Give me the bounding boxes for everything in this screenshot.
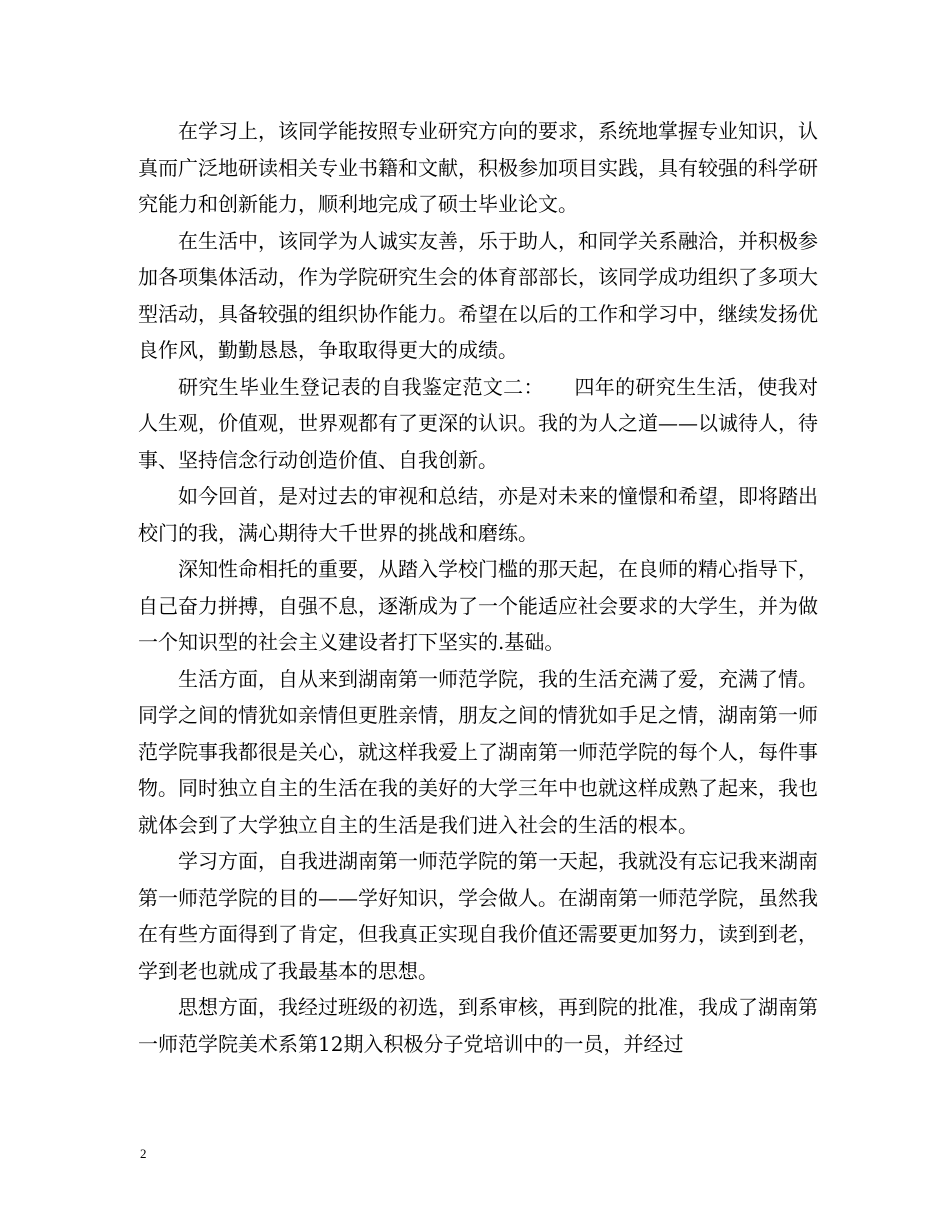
paragraph-thought-aspect: 思想方面，我经过班级的初选，到系审核，再到院的批准，我成了湖南第一师范学院美术系第12期入积极分子党培训中的一员，并经过 <box>138 995 818 1056</box>
paragraph-study-aspect: 学习方面，自我进湖南第一师范学院的第一天起，我就没有忘记我来湖南第一师范学院的目的——学好知识，学会做人。在湖南第一师范学院，虽然我在有些方面得到了肯定，但我真正实现自我价值还需要更加努力，读到到老，学到老也就成了我最基本的思想。 <box>138 849 818 983</box>
paragraph-looking-back: 如今回首，是对过去的审视和总结，亦是对未来的憧憬和希望，即将踏出校门的我，满心期待大千世界的挑战和磨练。 <box>138 484 818 545</box>
body-text <box>138 113 818 1062</box>
paragraph-life-evaluation: 在生活中，该同学为人诚实友善，乐于助人，和同学关系融洽，并积极参加各项集体活动，作为学院研究生会的体育部部长，该同学成功组织了多项大型活动，具备较强的组织协作能力。希望在以后的工作和学习中，继续发扬优良作风，勤勤恳恳，争取取得更大的成绩。 <box>138 228 818 362</box>
paragraph-sample-two-intro: 研究生毕业生登记表的自我鉴定范文二： 四年的研究生生活，使我对人生观，价值观，世界观都有了更深的认识。我的为人之道——以诚待人，待事、坚持信念行动创造价值、自我创新。 <box>138 374 818 472</box>
paragraph-life-aspect: 生活方面，自从来到湖南第一师范学院，我的生活充满了爱，充满了情。同学之间的情犹如亲情但更胜亲情，朋友之间的情犹如手足之情，湖南第一师范学院事我都很是关心，就这样我爱上了湖南第一师范学院的每个人，每件事物。同时独立自主的生活在我的美好的大学三年中也就这样成熟了起来，我也就体会到了大学独立自主的生活是我们进入社会的生活的根本。 <box>138 666 818 837</box>
paragraph-responsibility: 深知性命相托的重要，从踏入学校门槛的那天起，在良师的精心指导下，自己奋力拼搏，自强不息，逐渐成为了一个能适应社会要求的大学生，并为做一个知识型的社会主义建设者打下坚实的.基础。 <box>138 557 818 654</box>
page-number: 2 <box>140 1146 147 1161</box>
paragraph-study-evaluation: 在学习上，该同学能按照专业研究方向的要求，系统地掌握专业知识，认真而广泛地研读相关专业书籍和文献，积极参加项目实践，具有较强的科学研究能力和创新能力，顺利地完成了硕士毕业论文。 <box>138 119 818 216</box>
